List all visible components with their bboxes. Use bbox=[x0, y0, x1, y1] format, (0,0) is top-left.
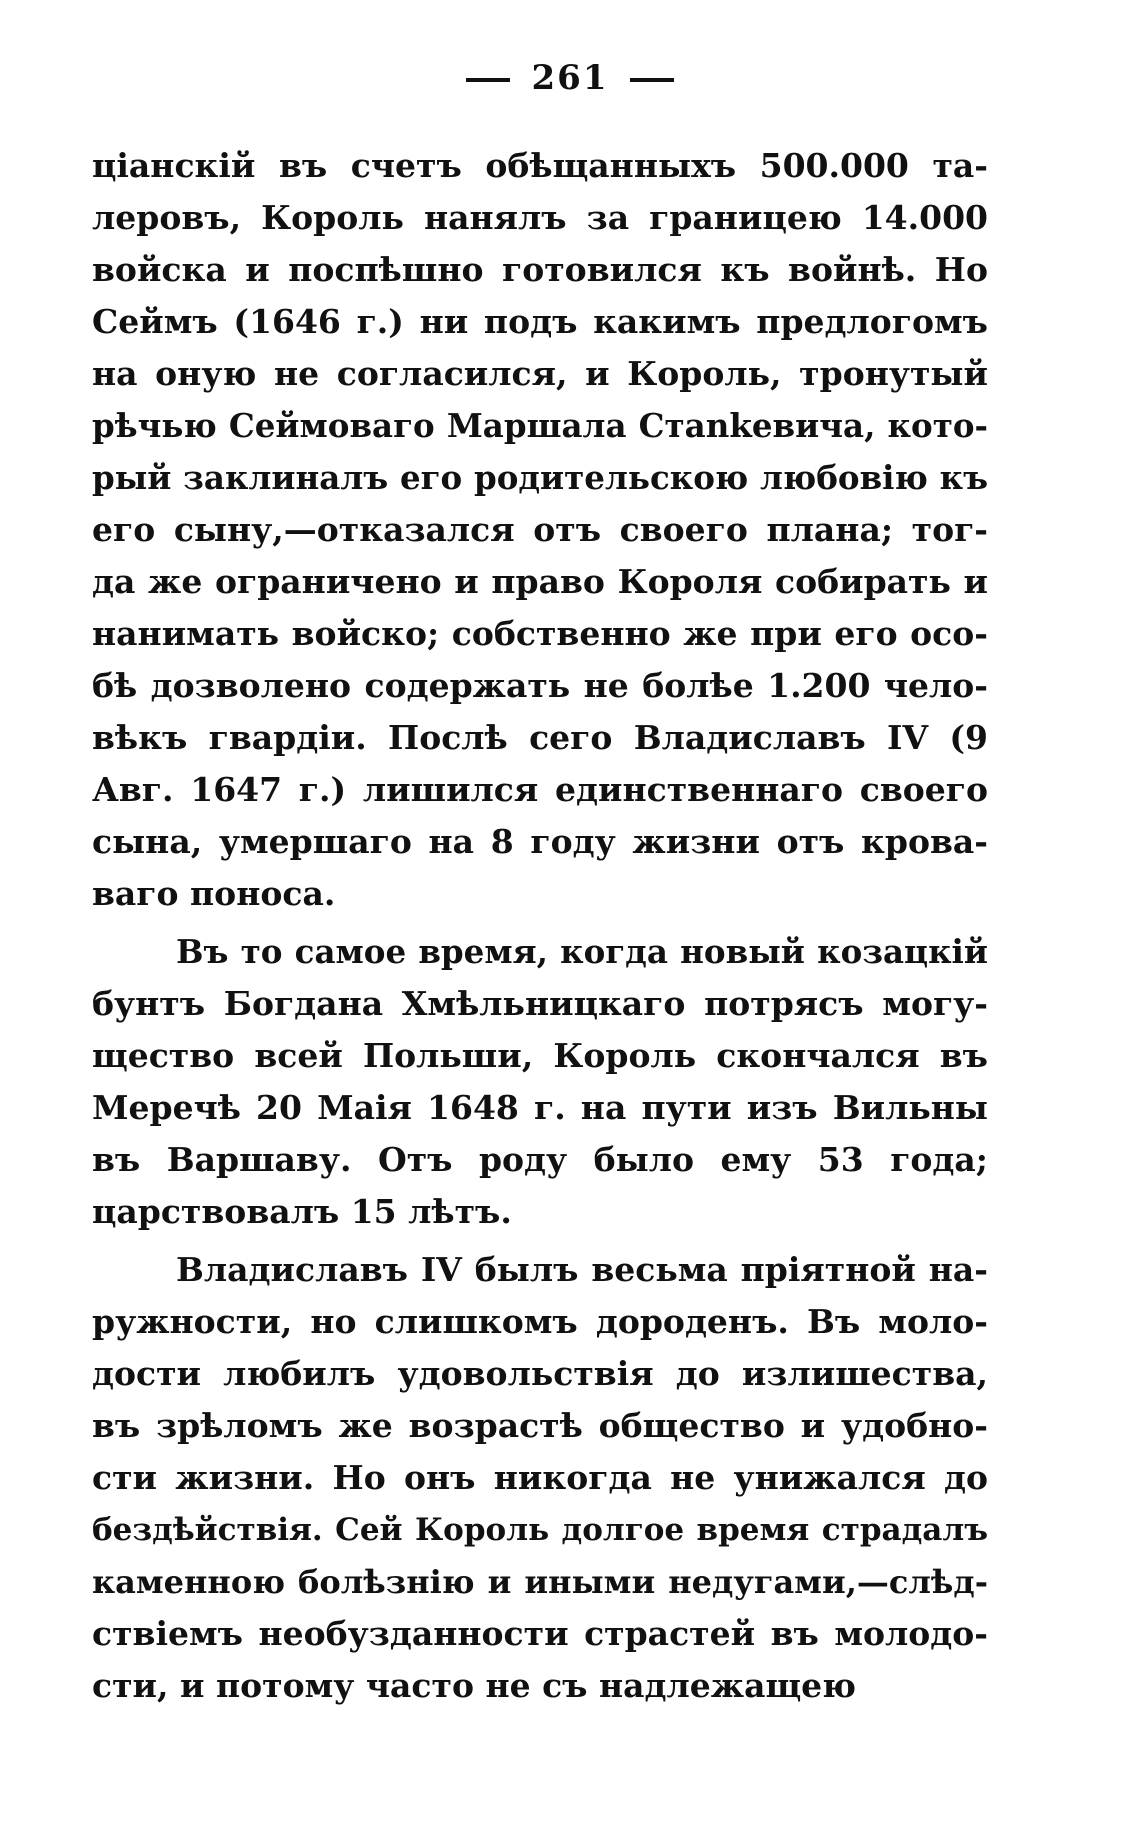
header-dash-right bbox=[630, 78, 674, 82]
page-number: 261 bbox=[531, 58, 609, 98]
text-line: вѣкъ гвардіи. Послѣ сего Владиславъ IV (9 bbox=[92, 718, 988, 757]
text-line: сына, умершаго на 8 году жизни отъ крова- bbox=[92, 822, 988, 861]
paragraph-3 bbox=[92, 1244, 988, 1712]
text-line: щество всей Польши, Король скончался въ bbox=[92, 1036, 988, 1075]
text-line: въ зрѣломъ же возрастѣ общество и удобно- bbox=[92, 1406, 988, 1445]
text-line: Владиславъ IV былъ весьма пріятной на- bbox=[176, 1250, 988, 1289]
body-text bbox=[92, 140, 988, 1712]
text-line: царствовалъ 15 лѣтъ. bbox=[92, 1192, 512, 1231]
text-line: Сеймъ (1646 г.) ни подъ какимъ предлогомъ bbox=[92, 302, 988, 341]
text-line: бунтъ Богдана Хмѣльницкаго потрясъ могу- bbox=[92, 984, 988, 1023]
text-line: сти жизни. Но онъ никогда не унижался до bbox=[92, 1458, 988, 1497]
header-dash-left bbox=[466, 78, 510, 82]
text-line: бѣ дозволено содержать не болѣе 1.200 чело- bbox=[92, 666, 988, 705]
text-line: леровъ, Король нанялъ за границею 14.000 bbox=[92, 198, 988, 237]
text-line: ствіемъ необузданности страстей въ молодо- bbox=[92, 1614, 988, 1653]
text-line: ціанскій въ счетъ обѣщанныхъ 500.000 та- bbox=[92, 146, 988, 185]
paragraph-2 bbox=[92, 926, 988, 1238]
text-line: Меречѣ 20 Маія 1648 г. на пути изъ Вильны bbox=[92, 1088, 988, 1127]
text-line: рый заклиналъ его родительскою любовію къ bbox=[92, 458, 988, 497]
text-line: въ Варшаву. Отъ роду было ему 53 года; bbox=[92, 1140, 988, 1179]
text-line: на оную не согласился, и Король, тронутый bbox=[92, 354, 988, 393]
text-line: ружности, но слишкомъ дороденъ. Въ моло- bbox=[92, 1302, 988, 1341]
paragraph-1 bbox=[92, 140, 988, 920]
page-header bbox=[0, 58, 1140, 98]
text-line: каменною болѣзнію и иными недугами,—слѣд- bbox=[92, 1563, 988, 1601]
text-line: сти, и потому часто не съ надлежащею bbox=[92, 1666, 857, 1705]
text-line: ваго поноса. bbox=[92, 874, 336, 913]
text-line: нанимать войско; собственно же при его осо- bbox=[92, 614, 988, 653]
text-line: Въ то самое время, когда новый козацкій bbox=[176, 932, 988, 971]
text-line: да же ограничено и право Короля собирать и bbox=[92, 562, 988, 601]
text-line: бездѣйствія. Сей Король долгое время страдалъ bbox=[92, 1512, 988, 1548]
text-line: войска и поспѣшно готовился къ войнѣ. Но bbox=[92, 250, 988, 289]
text-line: рѣчью Сеймоваго Маршала Стankевича, кото- bbox=[92, 406, 988, 445]
text-line: его сыну,—отказался отъ своего плана; тог- bbox=[92, 510, 988, 549]
text-line: дости любилъ удовольствія до излишества, bbox=[92, 1354, 988, 1393]
text-line: Авг. 1647 г.) лишился единственнаго своего bbox=[92, 770, 988, 809]
